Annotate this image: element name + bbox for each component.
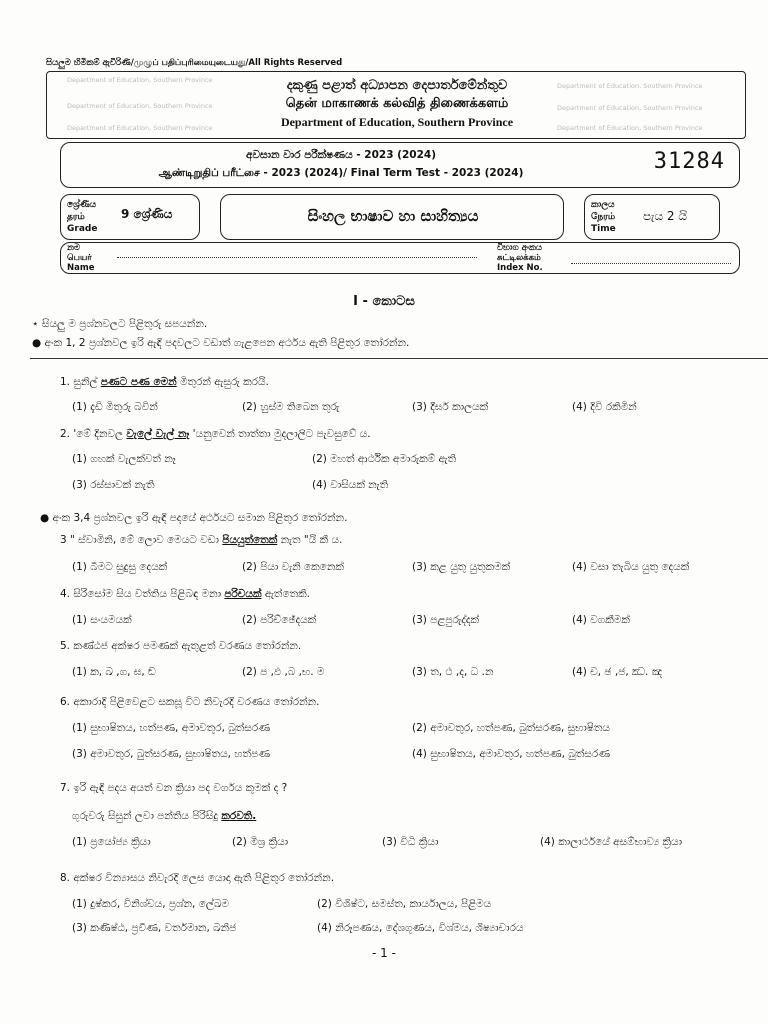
index-field[interactable] xyxy=(571,263,731,264)
option[interactable]: (2) මිශ්‍ර ක්‍රියා xyxy=(232,836,289,848)
option[interactable]: (1) සුභාෂිතය, හත්පණ, අමාවතුර, බුත්සරණ xyxy=(72,722,270,734)
option[interactable]: (4) ච, ඡ ,ජ, ඣ. ඤ xyxy=(572,666,663,678)
option[interactable]: (4) දිවි රකිමින් xyxy=(572,401,637,413)
department-header xyxy=(46,71,746,139)
index-label: විභාග අංකය சுட்டிலக்கம் Index No. xyxy=(497,243,543,273)
option[interactable]: (1) දුෂ්කර, විනිශ්චය, ප්‍රශ්න, ලේඛම xyxy=(72,898,229,910)
option[interactable]: (4) වගකීමක් xyxy=(572,614,630,626)
watermark: Department of Education, Southern Province xyxy=(557,104,703,112)
instruction: ● අංක 3,4 ප්‍රශ්නවල ඉරි ඇඳි පදයේ අර්ථයට සමාන පිළිතුර තෝරන්න. xyxy=(40,512,348,524)
watermark: Department of Education, Southern Province xyxy=(67,76,213,84)
grade-value: 9 ශ්‍රේණිය xyxy=(121,207,173,221)
paper-code: 31284 xyxy=(653,149,725,174)
name-field[interactable] xyxy=(117,257,477,258)
option[interactable]: (2) පරිච්ඡේදයක් xyxy=(242,614,317,626)
question-8: 8. අක්ෂර වින්‍යාසය නිවැරදි ලෙස යොදා ඇති පිළිතුර තෝරන්න. xyxy=(60,872,335,884)
option[interactable]: (3) කණිෂ්ඨ, ප්‍රවීණ, වර්තමාන, ඛනිජ xyxy=(72,922,237,934)
question-1: 1. සුනිල් පණට පණ මෙන් මිතුරන් ඇසුරු කරයි. xyxy=(60,376,269,388)
time-label: කාලය நேரம் Time xyxy=(591,200,616,234)
subject-title: සිංහල භාෂාව හා සාහිත්‍යය xyxy=(307,207,479,225)
option[interactable]: (3) විධි ක්‍රියා xyxy=(382,836,439,848)
instruction: ⋆ සියලු ම ප්‍රශ්නවලට පිළිතුරු සපයන්න. xyxy=(32,318,208,330)
watermark: Department of Education, Southern Province xyxy=(67,124,213,132)
option[interactable]: (1) ගහක් වැලක්වත් නෑ xyxy=(72,453,176,465)
question-3: 3 " ස්වාමිනි, මේ ලොව මෙයට වඩා පියයුත්තෙක් නැත "යි කී ය. xyxy=(60,534,343,546)
option[interactable]: (1) ප්‍රයෝජ්‍ය ක්‍රියා xyxy=(72,836,151,848)
department-name-english: Department of Education, Southern Province xyxy=(280,115,514,129)
option[interactable]: (2) අමාවතුර, හත්පණ, බුත්සරණ, සුභාෂිතය xyxy=(412,722,610,734)
option[interactable]: (3) අමාවතුර, බුත්සරණ, සුභාෂිතය, හත්පණ xyxy=(72,748,270,760)
option[interactable]: (1) ක, ඛ ,ග, ඝ, ඞ xyxy=(72,666,156,678)
question-2: 2. 'මේ දිනවල වැලේ වැල් නෑ 'යනුවෙන් තාත්තා මුදලාලිට පැවසුවේ ය. xyxy=(60,428,371,440)
option[interactable]: (1) බීමට සුදුසු දෙයක් xyxy=(72,561,168,573)
option[interactable]: (3) ත, ථ ,ද, ධ .න xyxy=(412,666,494,678)
option[interactable]: (2) මහත් ආර්ථික අමාරුකම් ඇති xyxy=(312,453,457,465)
divider xyxy=(30,358,768,359)
option[interactable]: (4) සුභාෂිතය, අමාවතුර, හත්පණ, බුත්සරණ xyxy=(412,748,610,760)
option[interactable]: (4) වසා තැබිය යුතු දෙයක් xyxy=(572,561,690,573)
copyright-notice: සියලුම හිමිකම් ඇවිරිණි/முழுப் பதிப்புரிமையுடையது/All Rights Reserved xyxy=(46,58,343,68)
time-value: පැය 2 යි xyxy=(643,209,687,223)
exam-title-tamil-english: ஆண்டிறுதிப் பரீட்சை - 2023 (2024)/ Final Term Test - 2023 (2024) xyxy=(158,167,524,179)
option[interactable]: (4) නිරූපණය, දේශගුණය, විශ්මය, ශිෂ්‍යාචාරය xyxy=(317,922,524,934)
question-4: 4. සිරිසෝම සිය වත්තිය පිළිබඳ මනා පරිචයක් ඇත්තෙකි. xyxy=(60,588,311,600)
question-5: 5. කණ්ඨජ අක්ෂර පමණක් ඇතුළත් වරණය තෝරන්න. xyxy=(60,640,302,652)
option[interactable]: (2) හුස්ම තිබෙන තුරු xyxy=(242,401,340,413)
option[interactable]: (2) ප ,ඵ ,බ ,භ. ම xyxy=(242,666,325,678)
option[interactable]: (3) රස්සාවක් නැති xyxy=(72,479,155,491)
option[interactable]: (2) පියා වැනි කෙනෙක් xyxy=(242,561,344,573)
section-title: I - කොටස xyxy=(353,294,415,309)
option[interactable]: (3) දීර්ඝ කාලයක් xyxy=(412,401,489,413)
watermark: Department of Education, Southern Province xyxy=(557,124,703,132)
exam-title-sinhala: අවසාන වාර පරීක්ෂණය - 2023 (2024) xyxy=(246,149,436,161)
question-7: 7. ඉරි ඇඳි පදය අයත් වන ක්‍රියා පද වර්ගය කුමක් ද ? xyxy=(60,782,288,794)
watermark: Department of Education, Southern Province xyxy=(557,82,703,90)
question-6: 6. අකාරාදි පිළිවෙළට සකසූ විට නිවැරදි වරණය තෝරන්න. xyxy=(60,696,320,708)
watermark: Department of Education, Southern Province xyxy=(67,102,213,110)
department-name-tamil: தென் மாகாணக் கல்வித் திணைக்களம் xyxy=(285,96,509,111)
option[interactable]: (3) කළ යුතු යුතුකමක් xyxy=(412,561,511,573)
name-index-box xyxy=(60,242,740,274)
department-name-sinhala: දකුණු පළාත් අධ්‍යාපන දෙපාර්තමේන්තුව xyxy=(286,78,508,93)
option[interactable]: (1) සංයමයක් xyxy=(72,614,132,626)
option[interactable]: (2) විශිෂ්ට, සමස්ත, කාර්යාලය, පිළිමය xyxy=(317,898,492,910)
name-label: නම பெயர் Name xyxy=(67,243,95,273)
exam-title-box xyxy=(60,142,740,188)
instruction: ● අංක 1, 2 ප්‍රශ්නවල ඉරි ඇඳි පදවලට වඩාත් ගැළපෙන අර්ථය ඇති පිළිතුර තෝරන්න. xyxy=(32,337,410,349)
option[interactable]: (3) පළපුරුද්දක් xyxy=(412,614,480,626)
option[interactable]: (4) කාලාර්ථයේ අසම්භාව්‍ය ක්‍රියා xyxy=(540,836,683,848)
option[interactable]: (1) දැඩි මිතුරු බවින් xyxy=(72,401,158,413)
question-7-sentence: ගුරුවරු සිසුන් ලවා පන්තිය පිරිසිදු කරවති. xyxy=(72,810,257,822)
option[interactable]: (4) වාසියක් නැති xyxy=(312,479,389,491)
subject-box xyxy=(220,194,564,240)
time-box xyxy=(584,194,720,240)
grade-label: ශ්‍රේණිය தரம் Grade xyxy=(67,200,98,234)
grade-box xyxy=(60,194,200,240)
page-number: - 1 - xyxy=(372,946,396,960)
